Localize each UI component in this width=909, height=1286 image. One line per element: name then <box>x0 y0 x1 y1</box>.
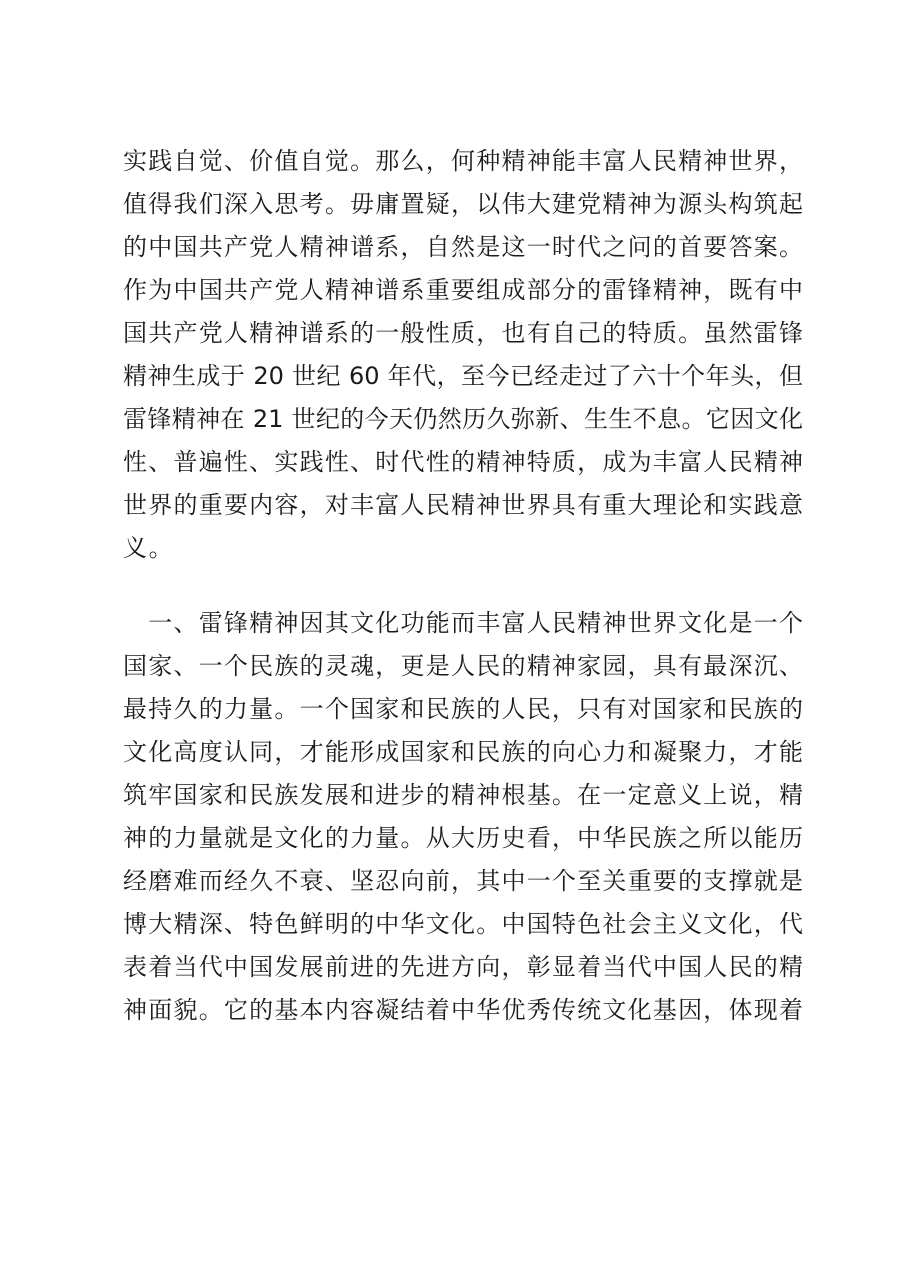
text-line: 值得我们深入思考。毋庸置疑，以伟大建党精神为源头构筑起 <box>123 190 803 218</box>
text-line: 文化高度认同，才能形成国家和民族的向心力和凝聚力，才能 <box>123 738 803 766</box>
document-body <box>123 140 803 1032</box>
text-line: 经磨难而经久不衰、坚忍向前，其中一个至关重要的支撑就是 <box>123 867 803 895</box>
text-line: 精神生成于 20 世纪 60 年代，至今已经走过了六十个年头，但 <box>123 362 803 390</box>
text-line: 实践自觉、价值自觉。那么，何种精神能丰富人民精神世界， <box>123 147 803 175</box>
text-line: 博大精深、特色鲜明的中华文化。中国特色社会主义文化，代 <box>123 910 803 938</box>
text-line: 表着当代中国发展前进的先进方向，彰显着当代中国人民的精 <box>123 953 803 981</box>
text-line: 作为中国共产党人精神谱系重要组成部分的雷锋精神，既有中 <box>123 276 803 304</box>
text-line: 的中国共产党人精神谱系，自然是这一时代之问的首要答案。 <box>123 233 803 261</box>
text-line: 筑牢国家和民族发展和进步的精神根基。在一定意义上说，精 <box>123 781 803 809</box>
text-line: 神的力量就是文化的力量。从大历史看，中华民族之所以能历 <box>123 824 803 852</box>
text-line: 国共产党人精神谱系的一般性质，也有自己的特质。虽然雷锋 <box>123 319 803 347</box>
paragraph-spacing <box>123 570 803 602</box>
paragraph-1 <box>123 140 803 570</box>
text-line: 世界的重要内容，对丰富人民精神世界具有重大理论和实践意 <box>123 491 803 519</box>
paragraph-2 <box>123 602 803 1032</box>
text-line: 最持久的力量。一个国家和民族的人民，只有对国家和民族的 <box>123 695 803 723</box>
text-line: 义。 <box>123 534 175 562</box>
text-line: 雷锋精神在 21 世纪的今天仍然历久弥新、生生不息。它因文化 <box>123 405 803 433</box>
text-line: 神面貌。它的基本内容凝结着中华优秀传统文化基因，体现着 <box>123 996 803 1024</box>
text-line: 国家、一个民族的灵魂，更是人民的精神家园，具有最深沉、 <box>123 652 803 680</box>
text-line: 性、普遍性、实践性、时代性的精神特质，成为丰富人民精神 <box>123 448 803 476</box>
text-line: 一、雷锋精神因其文化功能而丰富人民精神世界文化是一个 <box>123 609 803 637</box>
